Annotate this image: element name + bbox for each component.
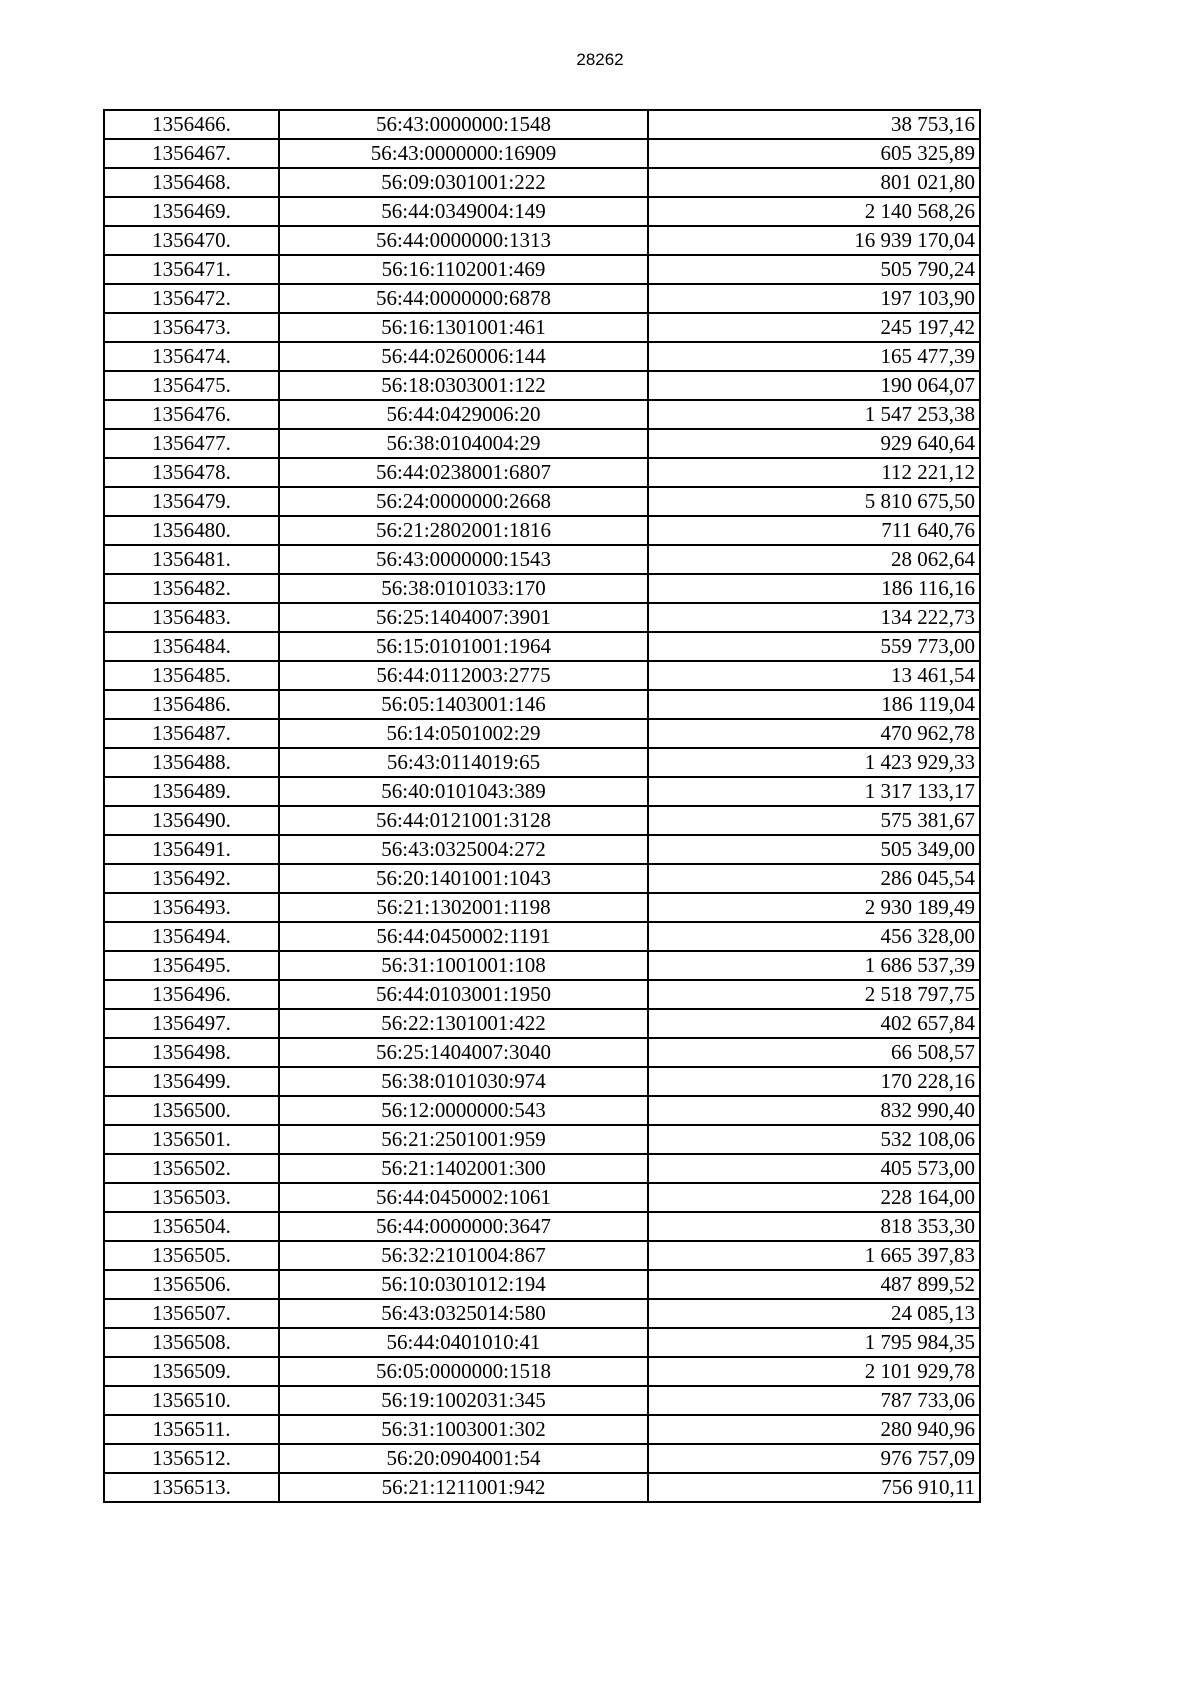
row-number: 1356488. [104,748,279,777]
cadastral-number: 56:09:0301001:222 [279,168,648,197]
row-number: 1356475. [104,371,279,400]
table-row [104,1038,980,1067]
table-row [104,632,980,661]
cadastral-value: 505 349,00 [648,835,980,864]
row-number: 1356490. [104,806,279,835]
cadastral-value: 24 085,13 [648,1299,980,1328]
cadastral-number: 56:16:1301001:461 [279,313,648,342]
registry-table [103,109,981,1503]
cadastral-number: 56:32:2101004:867 [279,1241,648,1270]
cadastral-number: 56:21:2501001:959 [279,1125,648,1154]
cadastral-number: 56:21:2802001:1816 [279,516,648,545]
table-row [104,777,980,806]
cadastral-number: 56:44:0450002:1191 [279,922,648,951]
cadastral-number: 56:21:1211001:942 [279,1473,648,1502]
table-row [104,1357,980,1386]
cadastral-number: 56:44:0429006:20 [279,400,648,429]
table-row [104,226,980,255]
row-number: 1356508. [104,1328,279,1357]
cadastral-value: 559 773,00 [648,632,980,661]
table-row [104,1270,980,1299]
table-row [104,922,980,951]
table-row [104,951,980,980]
row-number: 1356499. [104,1067,279,1096]
row-number: 1356513. [104,1473,279,1502]
cadastral-value: 976 757,09 [648,1444,980,1473]
row-number: 1356502. [104,1154,279,1183]
cadastral-number: 56:44:0260006:144 [279,342,648,371]
cadastral-value: 186 119,04 [648,690,980,719]
cadastral-number: 56:31:1003001:302 [279,1415,648,1444]
cadastral-number: 56:44:0238001:6807 [279,458,648,487]
row-number: 1356495. [104,951,279,980]
table-row [104,400,980,429]
cadastral-number: 56:05:1403001:146 [279,690,648,719]
row-number: 1356507. [104,1299,279,1328]
cadastral-number: 56:44:0401010:41 [279,1328,648,1357]
table-row [104,458,980,487]
table-row [104,603,980,632]
cadastral-number: 56:05:0000000:1518 [279,1357,648,1386]
row-number: 1356481. [104,545,279,574]
cadastral-number: 56:18:0303001:122 [279,371,648,400]
cadastral-number: 56:20:1401001:1043 [279,864,648,893]
row-number: 1356493. [104,893,279,922]
row-number: 1356506. [104,1270,279,1299]
cadastral-number: 56:44:0000000:3647 [279,1212,648,1241]
cadastral-value: 280 940,96 [648,1415,980,1444]
cadastral-number: 56:43:0325004:272 [279,835,648,864]
cadastral-value: 756 910,11 [648,1473,980,1502]
row-number: 1356476. [104,400,279,429]
row-number: 1356471. [104,255,279,284]
cadastral-number: 56:21:1302001:1198 [279,893,648,922]
cadastral-value: 405 573,00 [648,1154,980,1183]
table-row [104,806,980,835]
table-row [104,690,980,719]
row-number: 1356498. [104,1038,279,1067]
table-row [104,168,980,197]
cadastral-number: 56:43:0000000:1543 [279,545,648,574]
cadastral-value: 228 164,00 [648,1183,980,1212]
cadastral-number: 56:43:0114019:65 [279,748,648,777]
cadastral-number: 56:43:0000000:1548 [279,110,648,139]
table-row [104,1473,980,1502]
cadastral-value: 929 640,64 [648,429,980,458]
table-row [104,574,980,603]
cadastral-number: 56:38:0101033:170 [279,574,648,603]
cadastral-value: 1 795 984,35 [648,1328,980,1357]
row-number: 1356489. [104,777,279,806]
cadastral-value: 186 116,16 [648,574,980,603]
table-row [104,719,980,748]
cadastral-value: 1 423 929,33 [648,748,980,777]
row-number: 1356492. [104,864,279,893]
cadastral-value: 711 640,76 [648,516,980,545]
cadastral-value: 456 328,00 [648,922,980,951]
row-number: 1356496. [104,980,279,1009]
table-row [104,1125,980,1154]
cadastral-number: 56:43:0000000:16909 [279,139,648,168]
table-row [104,1241,980,1270]
cadastral-value: 170 228,16 [648,1067,980,1096]
row-number: 1356474. [104,342,279,371]
table-row [104,516,980,545]
cadastral-number: 56:43:0325014:580 [279,1299,648,1328]
cadastral-number: 56:44:0121001:3128 [279,806,648,835]
cadastral-value: 2 101 929,78 [648,1357,980,1386]
table-row [104,835,980,864]
cadastral-value: 1 317 133,17 [648,777,980,806]
cadastral-value: 245 197,42 [648,313,980,342]
cadastral-number: 56:44:0000000:6878 [279,284,648,313]
table-row [104,1183,980,1212]
row-number: 1356472. [104,284,279,313]
cadastral-value: 787 733,06 [648,1386,980,1415]
cadastral-value: 487 899,52 [648,1270,980,1299]
cadastral-value: 402 657,84 [648,1009,980,1038]
table-row [104,980,980,1009]
table-row [104,110,980,139]
cadastral-value: 197 103,90 [648,284,980,313]
cadastral-number: 56:15:0101001:1964 [279,632,648,661]
table-row [104,429,980,458]
cadastral-value: 605 325,89 [648,139,980,168]
page-number: 28262 [576,50,624,69]
cadastral-value: 38 753,16 [648,110,980,139]
table-row [104,1444,980,1473]
cadastral-value: 165 477,39 [648,342,980,371]
cadastral-value: 28 062,64 [648,545,980,574]
cadastral-value: 5 810 675,50 [648,487,980,516]
cadastral-number: 56:38:0101030:974 [279,1067,648,1096]
table-row [104,1299,980,1328]
table-row [104,1154,980,1183]
row-number: 1356469. [104,197,279,226]
row-number: 1356482. [104,574,279,603]
table-row [104,139,980,168]
row-number: 1356479. [104,487,279,516]
cadastral-number: 56:19:1002031:345 [279,1386,648,1415]
row-number: 1356503. [104,1183,279,1212]
cadastral-number: 56:22:1301001:422 [279,1009,648,1038]
table-row [104,284,980,313]
cadastral-number: 56:25:1404007:3040 [279,1038,648,1067]
row-number: 1356504. [104,1212,279,1241]
cadastral-number: 56:14:0501002:29 [279,719,648,748]
cadastral-value: 2 930 189,49 [648,893,980,922]
cadastral-value: 818 353,30 [648,1212,980,1241]
cadastral-value: 1 547 253,38 [648,400,980,429]
table-row [104,864,980,893]
cadastral-value: 801 021,80 [648,168,980,197]
table-row [104,893,980,922]
cadastral-value: 66 508,57 [648,1038,980,1067]
row-number: 1356473. [104,313,279,342]
row-number: 1356501. [104,1125,279,1154]
cadastral-number: 56:44:0450002:1061 [279,1183,648,1212]
cadastral-value: 832 990,40 [648,1096,980,1125]
cadastral-value: 112 221,12 [648,458,980,487]
table-row [104,342,980,371]
row-number: 1356484. [104,632,279,661]
table-row [104,487,980,516]
cadastral-value: 13 461,54 [648,661,980,690]
table-row [104,1212,980,1241]
row-number: 1356509. [104,1357,279,1386]
row-number: 1356505. [104,1241,279,1270]
cadastral-number: 56:40:0101043:389 [279,777,648,806]
cadastral-value: 2 518 797,75 [648,980,980,1009]
cadastral-value: 470 962,78 [648,719,980,748]
row-number: 1356491. [104,835,279,864]
cadastral-number: 56:10:0301012:194 [279,1270,648,1299]
table-row [104,1328,980,1357]
row-number: 1356494. [104,922,279,951]
row-number: 1356497. [104,1009,279,1038]
row-number: 1356470. [104,226,279,255]
row-number: 1356477. [104,429,279,458]
cadastral-value: 1 665 397,83 [648,1241,980,1270]
table-row [104,545,980,574]
row-number: 1356512. [104,1444,279,1473]
cadastral-number: 56:31:1001001:108 [279,951,648,980]
cadastral-value: 505 790,24 [648,255,980,284]
table-row [104,1009,980,1038]
row-number: 1356480. [104,516,279,545]
cadastral-number: 56:24:0000000:2668 [279,487,648,516]
table-row [104,1096,980,1125]
table-row [104,197,980,226]
table-row [104,748,980,777]
table-row [104,1415,980,1444]
cadastral-value: 16 939 170,04 [648,226,980,255]
row-number: 1356486. [104,690,279,719]
table-row [104,661,980,690]
table-row [104,1067,980,1096]
cadastral-number: 56:16:1102001:469 [279,255,648,284]
cadastral-value: 190 064,07 [648,371,980,400]
cadastral-value: 2 140 568,26 [648,197,980,226]
cadastral-number: 56:21:1402001:300 [279,1154,648,1183]
cadastral-number: 56:25:1404007:3901 [279,603,648,632]
row-number: 1356511. [104,1415,279,1444]
row-number: 1356466. [104,110,279,139]
registry-table-body [104,110,980,1502]
cadastral-value: 532 108,06 [648,1125,980,1154]
cadastral-number: 56:44:0349004:149 [279,197,648,226]
row-number: 1356485. [104,661,279,690]
cadastral-value: 1 686 537,39 [648,951,980,980]
cadastral-number: 56:44:0103001:1950 [279,980,648,1009]
cadastral-value: 286 045,54 [648,864,980,893]
row-number: 1356478. [104,458,279,487]
cadastral-value: 134 222,73 [648,603,980,632]
cadastral-value: 575 381,67 [648,806,980,835]
row-number: 1356500. [104,1096,279,1125]
row-number: 1356468. [104,168,279,197]
cadastral-number: 56:44:0000000:1313 [279,226,648,255]
table-row [104,1386,980,1415]
cadastral-number: 56:12:0000000:543 [279,1096,648,1125]
table-row [104,255,980,284]
cadastral-number: 56:38:0104004:29 [279,429,648,458]
row-number: 1356487. [104,719,279,748]
table-row [104,371,980,400]
cadastral-number: 56:20:0904001:54 [279,1444,648,1473]
row-number: 1356510. [104,1386,279,1415]
row-number: 1356483. [104,603,279,632]
cadastral-number: 56:44:0112003:2775 [279,661,648,690]
table-row [104,313,980,342]
row-number: 1356467. [104,139,279,168]
